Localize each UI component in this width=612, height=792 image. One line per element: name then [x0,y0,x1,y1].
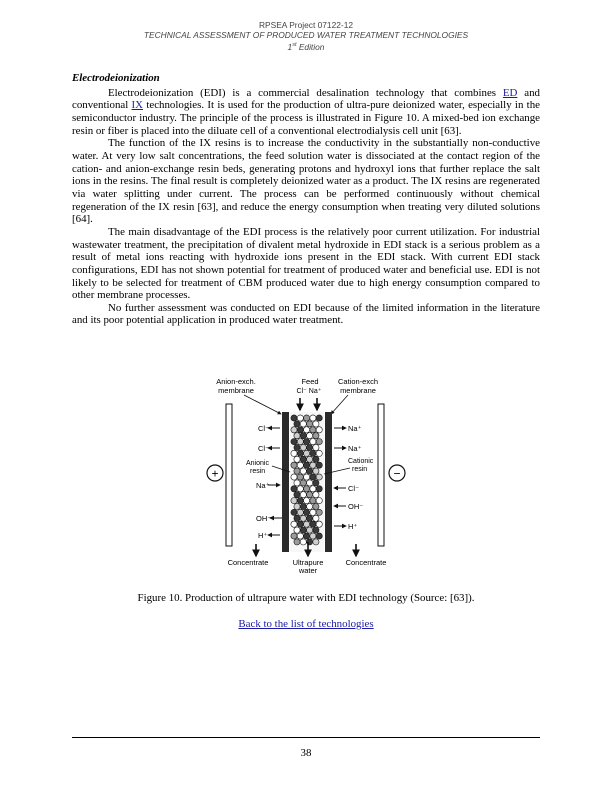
resin-bead [307,492,313,498]
main-content [72,72,540,327]
resin-bead [291,521,297,527]
edition-number: 1 [287,41,293,52]
p1-text-a: Electrodeionization (EDI) is a commercial desalination technology that combines [108,86,503,99]
anionic-resin-label-2: resin [250,468,266,475]
resin-bead [300,527,306,533]
left-ion-1: Cl⁻ [258,424,270,433]
resin-bead [297,474,303,480]
resin-bead [300,480,306,486]
anionic-resin-label-1: Anionic [246,460,269,467]
resin-bead [294,433,300,439]
label-concentrate-right: Concentrate [345,558,387,567]
resin-bead [300,433,306,439]
resin-bead [291,462,297,468]
resin-bead [310,427,316,433]
resin-bead [291,486,297,492]
resin-bead [304,509,310,515]
cationic-resin-label-1: Cationic [348,458,374,465]
resin-bead [294,444,300,450]
resin-bead [316,521,322,527]
paragraph-1 [72,87,540,138]
edi-diagram [206,376,406,574]
resin-bead [294,480,300,486]
resin-bead [300,503,306,509]
resin-bead [294,456,300,462]
label-ultrapure: Ultrapure [292,558,324,567]
resin-bead [307,503,313,509]
resin-bead [294,527,300,533]
link-ed[interactable]: ED [502,86,518,99]
resin-bead [310,498,316,504]
resin-bead [294,503,300,509]
resin-bead [316,450,322,456]
resin-bead [297,415,303,421]
anion-exchange-membrane [282,412,289,552]
resin-bead [307,468,313,474]
resin-bead [316,509,322,515]
cathode-plate [378,404,384,546]
p1-text-c: technologies. It is used for the production of ultra-pure deionized water, especially in the semiconductor industry. The principle of the process is illustrated in Figure 10. A mixed-bed ion exchange resin or fiber is placed into the diluate cell of a conventional electrodialysis cell unit [63]. [72,99,540,137]
label-water: water [298,566,318,574]
resin-bead [304,486,310,492]
resin-bead [316,427,322,433]
resin-bead [304,450,310,456]
figure-caption: Figure 10. Production of ultrapure water with EDI technology (Source: [63]). [137,592,475,604]
resin-bead [294,468,300,474]
resin-bead [291,509,297,515]
edition-superscript: st [292,42,297,48]
cation-exchange-membrane [325,412,332,552]
resin-bead [294,492,300,498]
resin-bead [316,533,322,539]
label-cation-membrane: membrane [340,386,376,395]
resin-bead [313,444,319,450]
resin-bead [307,421,313,427]
resin-bead [304,521,310,527]
link-ix[interactable]: IX [131,99,144,112]
resin-bead [300,515,306,521]
label-cation-exch: Cation-exch [337,377,379,386]
resin-bead [313,421,319,427]
resin-bead [304,533,310,539]
resin-bead [300,444,306,450]
resin-bead [294,421,300,427]
resin-bead [313,503,319,509]
anode-plate [226,404,232,546]
resin-bead [310,474,316,480]
resin-bead [297,498,303,504]
paragraph-3: The main disadvantage of the EDI process is the relatively poor current utilization. For industrial wastewater treatment, the precipitation of divalent metal hydroxide in EDI stack is a serious problem as a result of metal ions reacting with hydroxide ions present in the EDI stack. With current EDI stack configurations, EDI has not shown potential for treatment of produced water and beneficial use. EDI is not likely to be selected for treatment of CBM produced water due to high energy consumption compared to other membrane processes. [72,225,540,302]
resin-bead [316,474,322,480]
resin-bead [316,462,322,468]
cationic-resin-label-2: resin [352,466,368,473]
left-ion-4: OH⁻ [256,514,272,523]
cation-leader-line [331,395,348,414]
resin-bead [297,439,303,445]
resin-bead [294,539,300,545]
edition-word: Edition [298,41,325,52]
plus-sign: + [211,466,219,481]
resin-bead [304,462,310,468]
resin-bead [313,468,319,474]
resin-bead [291,474,297,480]
resin-bead [313,492,319,498]
resin-bead [291,427,297,433]
left-ion-3: Na⁺ [256,481,270,490]
back-to-list-link[interactable]: Back to the list of technologies [238,618,374,630]
resin-bead [307,456,313,462]
resin-bead [291,450,297,456]
resin-bead [310,462,316,468]
resin-bead [297,509,303,515]
resin-bead [291,439,297,445]
resin-bead [310,533,316,539]
page-number: 38 [300,747,312,759]
resin-bead [297,521,303,527]
resin-bead [304,427,310,433]
resin-bead [310,439,316,445]
resin-bead [300,456,306,462]
resin-bead [313,539,319,545]
resin-bead [313,480,319,486]
resin-bead [297,462,303,468]
header-edition [0,40,612,52]
label-anion-exch: Anion-exch. [216,377,256,386]
resin-bead [310,486,316,492]
resin-bead [297,427,303,433]
label-feed-ions: Cl⁻ Na⁺ [296,388,322,395]
resin-bead [300,539,306,545]
resin-bead [291,533,297,539]
paragraph-2: The function of the IX resins is to increase the conductivity in the substantially non-conductive water. At very low salt concentrations, the feed solution water is dissociated at the contact region of the cation- and anion-exchange resin beds, generating protons and hydroxyl ions that further replace the salt ions in the resins. The final result is completely deionized water as a product. The IX resins are regenerated via water splitting under current. The process can be performed continuously without chemical regeneration of the IX resin [63], and reduce the energy consumption when treating very diluted solutions [64]. [72,137,540,226]
left-ion-5: H⁺ [258,531,268,540]
anion-leader-line [244,395,281,414]
resin-bead [316,415,322,421]
left-ion-2: Cl⁻ [258,444,270,453]
header-title: TECHNICAL ASSESSMENT OF PRODUCED WATER TREATMENT TECHNOLOGIES [143,30,469,40]
right-ion-2: Na⁺ [348,444,362,453]
resin-bead [310,509,316,515]
paragraph-4: No further assessment was conducted on EDI because of the limited information in the literature and its poor potential application in produced water treatment. [72,301,540,327]
resin-bead [307,480,313,486]
resin-bead [316,498,322,504]
back-link-container [72,618,540,630]
resin-bead [291,498,297,504]
resin-bead [313,456,319,462]
minus-sign: − [393,466,401,481]
section-heading: Electrodeionization [72,72,160,84]
resin-bead [316,486,322,492]
resin-bead [307,433,313,439]
resin-bead [294,515,300,521]
resin-bead [300,468,306,474]
right-ion-5: H⁺ [348,522,358,531]
resin-bead [297,486,303,492]
resin-bead [313,527,319,533]
resin-bead [304,415,310,421]
p1-text-b: and conventional [72,86,540,112]
resin-bead [313,433,319,439]
resin-bead [291,415,297,421]
mixed-resin-bed [290,412,324,552]
resin-bead [300,492,306,498]
resin-bead [307,527,313,533]
resin-bead [310,521,316,527]
header-project: RPSEA Project 07122-12 [258,20,354,30]
resin-bead [304,439,310,445]
resin-bead [307,444,313,450]
resin-bead [310,450,316,456]
resin-bead [297,533,303,539]
label-anion-membrane: membrane [218,386,254,395]
label-feed: Feed [301,377,319,386]
resin-bead [304,474,310,480]
resin-bead [310,415,316,421]
right-ion-4: OH⁻ [348,502,364,511]
resin-bead [307,515,313,521]
resin-bead [304,498,310,504]
right-ion-1: Na⁺ [348,424,362,433]
resin-bead [313,515,319,521]
label-concentrate-left: Concentrate [227,558,269,567]
resin-bead [297,450,303,456]
resin-bead [316,439,322,445]
footer-rule [72,737,540,738]
resin-bead [300,421,306,427]
right-ion-3: Cl⁻ [348,484,360,493]
